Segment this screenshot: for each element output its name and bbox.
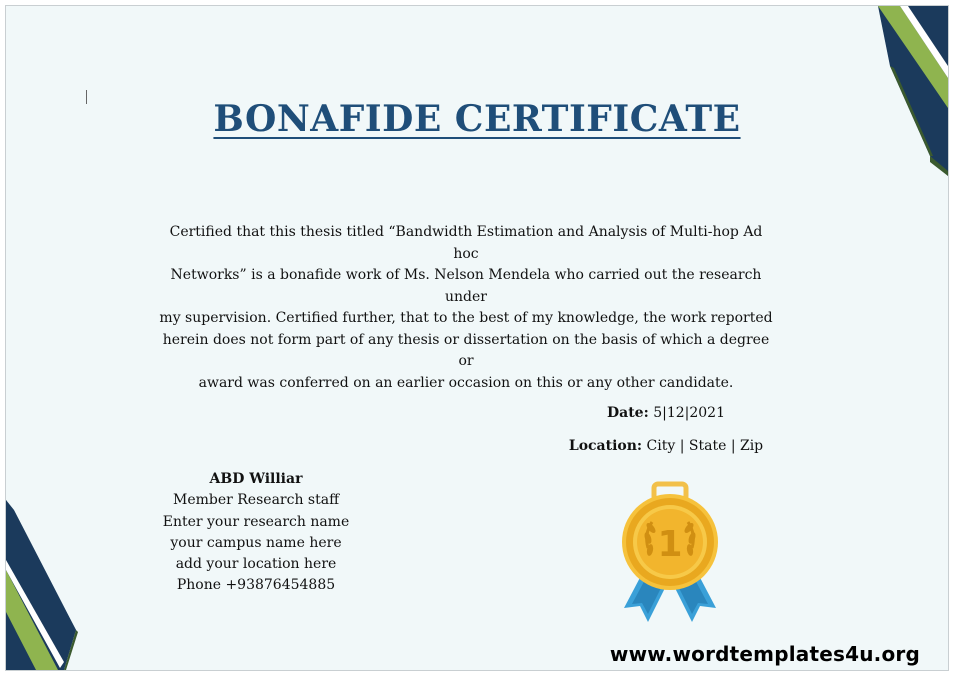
corner-stripes-top-right: [878, 6, 948, 176]
location-label: Location:: [568, 438, 643, 454]
date-value: 5|12|2021: [653, 405, 725, 421]
signatory-phone: Phone +93876454885: [176, 577, 336, 594]
certificate-title: BONAFIDE CERTIFICATE: [213, 98, 741, 140]
date-line: [526, 405, 806, 421]
location-value: City | State | Zip: [646, 438, 764, 454]
gold-medal-icon: [614, 478, 726, 628]
website-link[interactable]: www.wordtemplates4u.org: [609, 642, 920, 666]
corner-stripes-bottom-left: [6, 500, 86, 670]
signatory-research: Enter your research name: [162, 513, 350, 530]
body-line: herein does not form part of any thesis or dissertation on the basis of which a degree or: [162, 331, 770, 369]
certificate-page: [5, 5, 949, 671]
signatory-block: [146, 469, 366, 597]
signatory-campus: your campus name here: [170, 534, 342, 551]
medal-number: 1: [657, 524, 683, 565]
body-line: Networks” is a bonafide work of Ms. Nelson Mendela who carried out the research under: [170, 267, 762, 305]
signatory-name: ABD Williar: [209, 471, 303, 487]
body-line: award was conferred on an earlier occasion on this or any other candidate.: [198, 374, 734, 391]
signatory-location: add your location here: [175, 556, 337, 573]
body-line: my supervision. Certified further, that to the best of my knowledge, the work reported: [159, 310, 773, 326]
certificate-body: [156, 222, 776, 394]
signatory-role: Member Research staff: [172, 492, 340, 509]
body-line: Certified that this thesis titled “Bandwidth Estimation and Analysis of Multi-hop Ad hoc: [169, 224, 763, 262]
date-label: Date:: [606, 405, 649, 421]
location-line: [526, 438, 806, 454]
